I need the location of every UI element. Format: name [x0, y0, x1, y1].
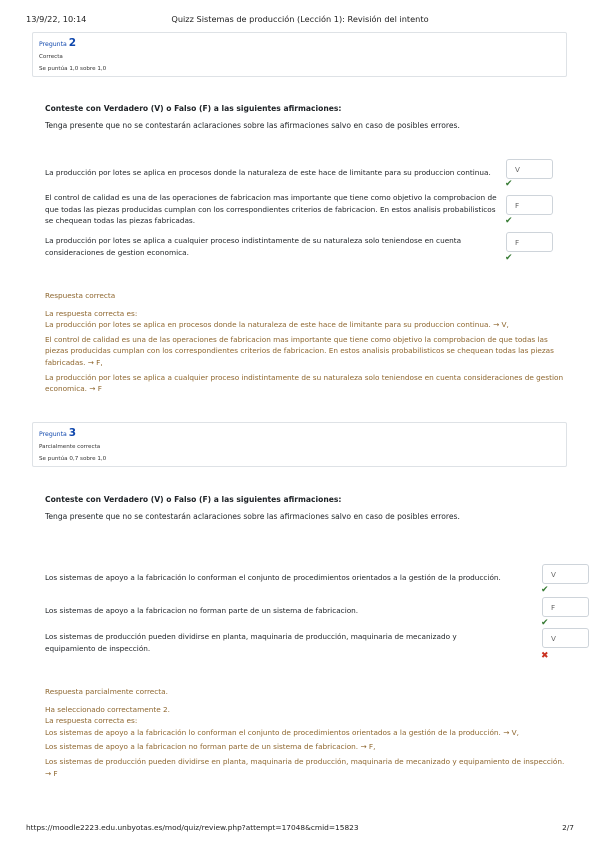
correct-check-icon: ✔ [505, 179, 513, 189]
feedback-count: Ha seleccionado correctamente 2. [45, 704, 170, 714]
feedback-general: Respuesta parcialmente correcta. [45, 687, 168, 696]
feedback-general: Respuesta correcta [45, 291, 116, 300]
statement-text: La producción por lotes se aplica a cualquier proceso indistintamente de su naturaleza solo teniendose en cuenta consideraciones de gestion economica. [45, 236, 462, 257]
question-3-state: Parcialmente correcta [39, 444, 101, 450]
statement-text: Los sistemas de producción pueden dividirse en planta, maquinaria de producción, maquinaria de mecanizado y equipamiento de inspección. [45, 632, 457, 653]
statement-text: Los sistemas de apoyo a la fabricación lo conforman el conjunto de procedimientos orientados a la gestión de la producción. [45, 573, 501, 582]
print-date: 13/9/22, 10:14 [26, 14, 87, 24]
feedback-line: El control de calidad es una de las operaciones de fabricacion mas importante que tiene como objetivo la comprobacion de que todas las piezas producidas cumplan con los correspondientes criterios de fabricacion. En estos analisis probabilisticos se chequean todas las piezas fabricadas. → F, [45, 334, 554, 367]
print-url: https://moodle2223.edu.unbyotas.es/mod/quiz/review.php?attempt=17048&cmid=15823 [26, 823, 359, 832]
question-3-number [39, 428, 560, 440]
answer-select[interactable]: V [506, 159, 553, 179]
correct-check-icon: ✔ [541, 585, 549, 595]
question-2-number [39, 38, 560, 50]
correct-check-icon: ✔ [541, 618, 549, 628]
question-3-info [32, 422, 567, 467]
feedback-line: Los sistemas de apoyo a la fabricacion no forman parte de un sistema de fabricacion. → F, [45, 742, 376, 752]
answer-select[interactable]: F [506, 232, 553, 252]
answer-select[interactable]: V [542, 628, 589, 648]
print-title: Quizz Sistemas de producción (Lección 1): Revisión del intento [171, 14, 429, 24]
question-3-note: Tenga presente que no se contestarán aclaraciones sobre las afirmaciones salvo en caso de posibles errores. [45, 512, 460, 521]
print-header [26, 14, 574, 26]
feedback-line: La producción por lotes se aplica en procesos donde la naturaleza de este hace de limitante para su produccion continua. → V, [45, 320, 509, 330]
question-number: 3 [68, 427, 77, 439]
question-2-state: Correcta [39, 54, 63, 60]
statement-text: El control de calidad es una de las operaciones de fabricacion mas importante que tiene como objetivo la comprobacion de que todas las piezas producidas cumplan con los correspondientes criterios de fabricacion. En estos analisis probabilisticos se chequean todas las piezas fabricadas. [45, 193, 497, 225]
correct-check-icon: ✔ [505, 253, 513, 263]
question-2-info [32, 32, 567, 77]
statement-text: Los sistemas de apoyo a la fabricacion no forman parte de un sistema de fabricacion. [45, 606, 359, 615]
question-2-text [45, 104, 565, 130]
statement-text: La producción por lotes se aplica en procesos donde la naturaleza de este hace de limitante para su produccion continua. [45, 168, 491, 177]
feedback-line: Los sistemas de producción pueden dividirse en planta, maquinaria de producción, maquinaria de mecanizado y equipamiento de inspección. → F [45, 756, 565, 778]
page-number: 2/7 [562, 823, 574, 832]
question-2-note: Tenga presente que no se contestarán aclaraciones sobre las afirmaciones salvo en caso de posibles errores. [45, 121, 460, 130]
question-2-grade: Se puntúa 1,0 sobre 1,0 [39, 66, 107, 72]
incorrect-cross-icon: ✖ [541, 651, 549, 661]
question-3-heading: Conteste con Verdadero (V) o Falso (F) a las siguientes afirmaciones: [45, 495, 342, 504]
feedback-intro: La respuesta correcta es: [45, 716, 138, 726]
answer-select[interactable]: F [506, 195, 553, 215]
question-3-text [45, 495, 565, 521]
question-label: Pregunta [39, 41, 67, 48]
question-number: 2 [68, 37, 77, 49]
question-3-feedback [45, 686, 565, 779]
question-2-feedback [45, 290, 565, 395]
feedback-line: La producción por lotes se aplica a cualquier proceso indistintamente de su naturaleza solo teniendose en cuenta consideraciones de gestion economica. → F [45, 372, 564, 394]
answer-select[interactable]: V [542, 564, 589, 584]
question-2-heading: Conteste con Verdadero (V) o Falso (F) a las siguientes afirmaciones: [45, 104, 342, 113]
feedback-intro: La respuesta correcta es: [45, 308, 138, 318]
question-3-grade: Se puntúa 0,7 sobre 1,0 [39, 456, 107, 462]
print-footer [26, 823, 574, 835]
feedback-line: Los sistemas de apoyo a la fabricación lo conforman el conjunto de procedimientos orientados a la gestión de la producción. → V, [45, 727, 519, 737]
correct-check-icon: ✔ [505, 216, 513, 226]
answer-select[interactable]: F [542, 597, 589, 617]
question-label: Pregunta [39, 431, 67, 438]
